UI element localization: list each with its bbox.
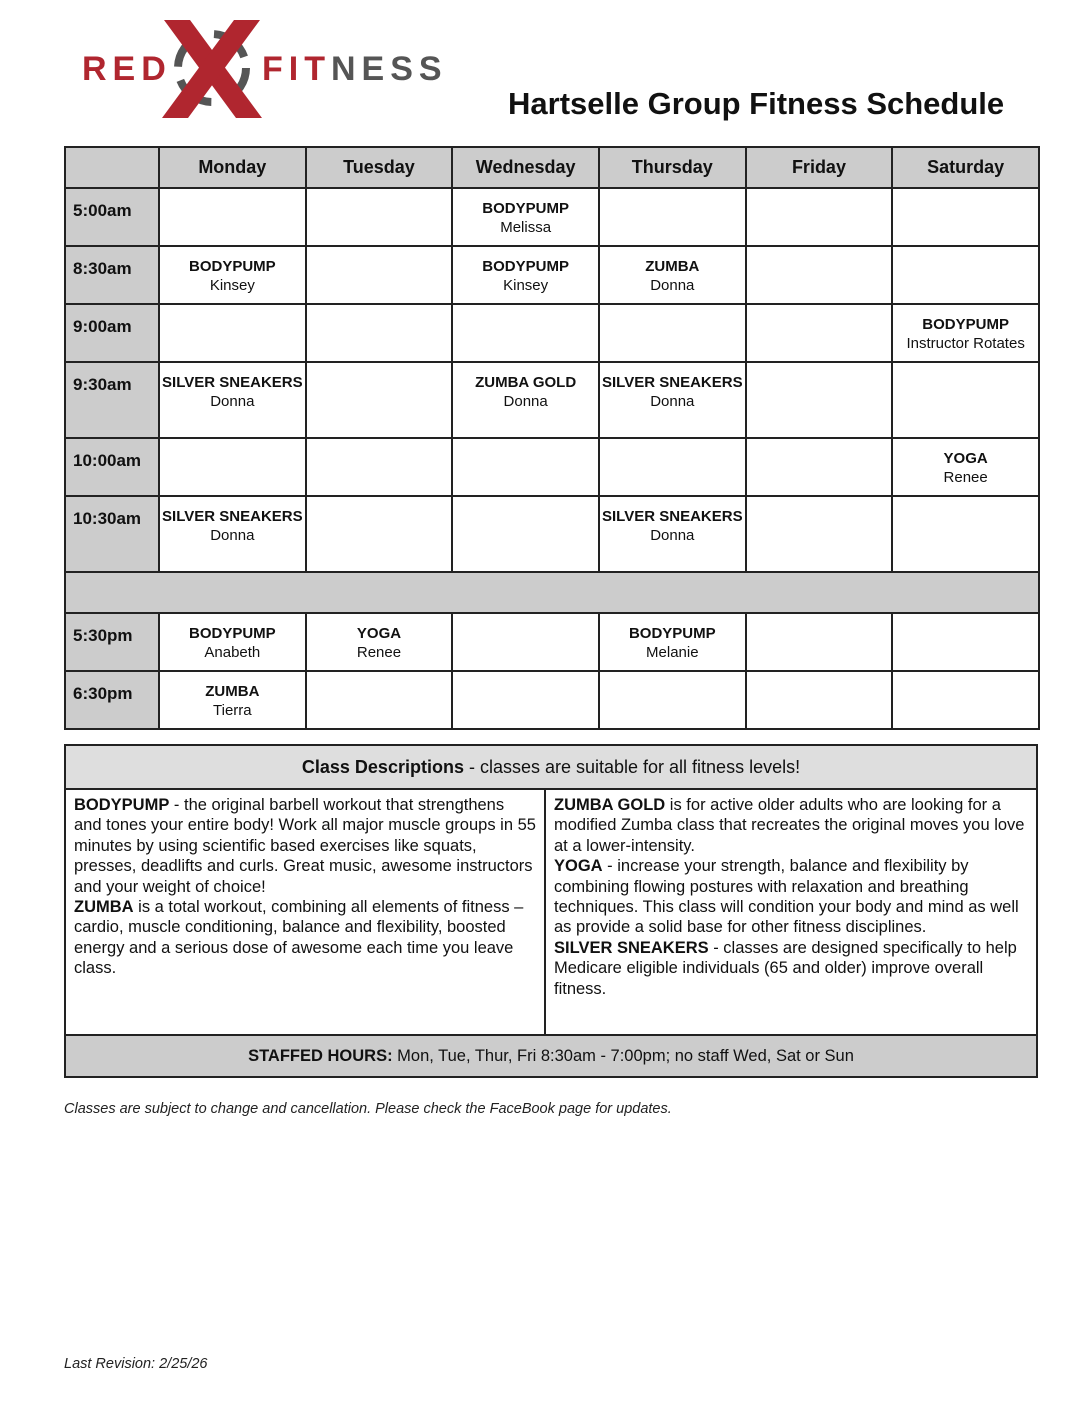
instructor-name: Donna bbox=[210, 392, 255, 410]
descriptions-right-column bbox=[546, 790, 1036, 1034]
heading-bold: Class Descriptions bbox=[301, 757, 464, 777]
class-cell bbox=[746, 613, 893, 671]
corner-cell bbox=[65, 147, 159, 188]
class-cell bbox=[892, 613, 1039, 671]
class-name: SILVER SNEAKERS bbox=[602, 374, 743, 391]
class-name: BODYPUMP bbox=[188, 258, 276, 275]
class-cell bbox=[599, 438, 746, 496]
class-cell bbox=[306, 496, 453, 572]
class-cell bbox=[746, 188, 893, 246]
instructor-name: Anabeth bbox=[204, 643, 261, 661]
class-cell bbox=[159, 304, 306, 362]
class-cell bbox=[599, 188, 746, 246]
day-header: Friday bbox=[746, 147, 893, 188]
time-label: 5:00am bbox=[65, 188, 159, 246]
schedule-header-row bbox=[65, 147, 1039, 188]
description-text: is a total workout, combining all elements of fitness – cardio, muscle conditioning, balance and flexibility, boosted energy and a serious dose of awesome each time you leave class. bbox=[74, 898, 524, 978]
schedule-row bbox=[65, 304, 1039, 362]
class-cell bbox=[892, 496, 1039, 572]
class-cell bbox=[452, 613, 599, 671]
day-header: Monday bbox=[159, 147, 306, 188]
instructor-name: Donna bbox=[503, 392, 548, 410]
class-cell bbox=[746, 362, 893, 438]
description-text: - increase your strength, balance and flexibility by combining flowing postures with relaxation and breathing techniques. This class will condition your body and mind as well as provide a solid base for other fitness disciplines. bbox=[554, 857, 1019, 937]
class-cell bbox=[159, 188, 306, 246]
instructor-name: Donna bbox=[650, 276, 695, 294]
class-cell bbox=[892, 188, 1039, 246]
instructor-name: Instructor Rotates bbox=[906, 334, 1025, 352]
class-cell bbox=[746, 671, 893, 729]
class-name: BODYPUMP bbox=[482, 258, 569, 275]
class-cell bbox=[746, 246, 893, 304]
class-cell bbox=[159, 496, 306, 572]
day-header: Tuesday bbox=[306, 147, 453, 188]
schedule-row bbox=[65, 613, 1039, 671]
class-cell bbox=[746, 496, 893, 572]
class-cell bbox=[159, 362, 306, 438]
time-label: 10:30am bbox=[65, 496, 159, 572]
class-cell bbox=[452, 188, 599, 246]
instructor-name: Kinsey bbox=[209, 276, 255, 294]
class-cell bbox=[599, 671, 746, 729]
schedule-row bbox=[65, 438, 1039, 496]
class-name: BODYPUMP bbox=[922, 316, 1009, 333]
class-cell bbox=[452, 671, 599, 729]
day-header: Wednesday bbox=[452, 147, 599, 188]
class-cell bbox=[306, 246, 453, 304]
class-cell bbox=[159, 438, 306, 496]
description-title: SILVER SNEAKERS bbox=[554, 938, 709, 957]
class-cell bbox=[452, 246, 599, 304]
class-cell bbox=[746, 438, 893, 496]
class-cell bbox=[159, 613, 306, 671]
class-name: BODYPUMP bbox=[628, 625, 716, 642]
instructor-name: Donna bbox=[650, 526, 695, 544]
logo-graphic bbox=[82, 18, 442, 122]
midday-separator-row bbox=[65, 572, 1039, 613]
class-name: ZUMBA bbox=[205, 683, 260, 700]
schedule-row bbox=[65, 188, 1039, 246]
class-cell bbox=[892, 438, 1039, 496]
instructor-name: Melissa bbox=[500, 218, 552, 236]
time-label: 8:30am bbox=[65, 246, 159, 304]
class-cell bbox=[892, 362, 1039, 438]
descriptions-left-column bbox=[66, 790, 546, 1034]
class-descriptions-heading bbox=[66, 746, 1036, 790]
staffed-hours bbox=[66, 1036, 1036, 1076]
time-label: 6:30pm bbox=[65, 671, 159, 729]
class-descriptions-body bbox=[66, 790, 1036, 1036]
class-cell bbox=[599, 613, 746, 671]
description-text: - classes are designed specifically to help Medicare eligible individuals (65 and older) improve overall fitness. bbox=[554, 938, 1017, 998]
day-header: Saturday bbox=[892, 147, 1039, 188]
time-label: 5:30pm bbox=[65, 613, 159, 671]
class-cell bbox=[452, 304, 599, 362]
class-cell bbox=[599, 246, 746, 304]
heading-rest: - classes are suitable for all fitness levels! bbox=[463, 757, 801, 777]
day-header: Thursday bbox=[599, 147, 746, 188]
class-cell bbox=[892, 304, 1039, 362]
instructor-name: Donna bbox=[210, 526, 255, 544]
class-name: BODYPUMP bbox=[482, 200, 569, 217]
time-label: 9:30am bbox=[65, 362, 159, 438]
class-name: YOGA bbox=[943, 450, 988, 467]
class-name: YOGA bbox=[356, 625, 402, 642]
class-cell bbox=[746, 304, 893, 362]
description-text: - the original barbell workout that strengthens and tones your entire body! Work all major muscle groups in 55 minutes by using scientific based exercises like squats, presses, deadlifts and curls. Great music, awesome instructors and your weight of choice! bbox=[74, 796, 536, 896]
class-cell bbox=[159, 671, 306, 729]
class-cell bbox=[159, 246, 306, 304]
description-title: ZUMBA bbox=[74, 898, 134, 917]
class-cell bbox=[599, 304, 746, 362]
class-cell bbox=[892, 246, 1039, 304]
description-title: YOGA bbox=[554, 857, 603, 876]
staffed-hours-label: STAFFED HOURS: bbox=[248, 1047, 393, 1065]
class-cell bbox=[892, 671, 1039, 729]
class-cell bbox=[306, 613, 453, 671]
instructor-name: Melanie bbox=[646, 643, 699, 661]
schedule-table bbox=[64, 146, 1040, 730]
class-descriptions-box bbox=[64, 744, 1038, 1078]
red-x-fitness-logo bbox=[82, 18, 442, 122]
staffed-hours-text: Mon, Tue, Thur, Fri 8:30am - 7:00pm; no staff Wed, Sat or Sun bbox=[392, 1047, 854, 1065]
class-cell bbox=[306, 304, 453, 362]
class-cell bbox=[306, 362, 453, 438]
class-cell bbox=[599, 496, 746, 572]
class-name: BODYPUMP bbox=[188, 625, 276, 642]
class-name: ZUMBA bbox=[645, 258, 700, 275]
class-name: SILVER SNEAKERS bbox=[602, 508, 743, 525]
class-name: SILVER SNEAKERS bbox=[162, 374, 303, 391]
separator-cell bbox=[65, 572, 1039, 613]
time-label: 9:00am bbox=[65, 304, 159, 362]
class-name: ZUMBA GOLD bbox=[475, 374, 577, 391]
class-cell bbox=[452, 362, 599, 438]
logo-word-fitness: FITNESS bbox=[262, 50, 442, 88]
instructor-name: Kinsey bbox=[503, 276, 549, 294]
schedule-row bbox=[65, 246, 1039, 304]
class-name: SILVER SNEAKERS bbox=[162, 508, 303, 525]
instructor-name: Renee bbox=[943, 468, 988, 486]
class-cell bbox=[306, 671, 453, 729]
instructor-name: Renee bbox=[356, 643, 402, 661]
description-title: ZUMBA GOLD bbox=[554, 796, 666, 814]
instructor-name: Donna bbox=[650, 392, 695, 410]
description-text: is for active older adults who are looking for a modified Zumba class that recreates the original moves you love at a lower-intensity. bbox=[554, 796, 1025, 855]
class-cell bbox=[306, 188, 453, 246]
description-title: BODYPUMP bbox=[74, 796, 170, 814]
class-cell bbox=[452, 438, 599, 496]
class-cell bbox=[306, 438, 453, 496]
page-title: Hartselle Group Fitness Schedule bbox=[508, 86, 1005, 121]
class-cell bbox=[599, 362, 746, 438]
schedule-row bbox=[65, 362, 1039, 438]
schedule-row bbox=[65, 671, 1039, 729]
logo-word-red: RED bbox=[82, 50, 172, 88]
instructor-name: Tierra bbox=[213, 701, 252, 719]
disclaimer-note: Classes are subject to change and cancellation. Please check the FaceBook page for updates. bbox=[64, 1101, 672, 1117]
last-revision: Last Revision: 2/25/26 bbox=[64, 1356, 208, 1372]
schedule-row bbox=[65, 496, 1039, 572]
time-label: 10:00am bbox=[65, 438, 159, 496]
class-cell bbox=[452, 496, 599, 572]
